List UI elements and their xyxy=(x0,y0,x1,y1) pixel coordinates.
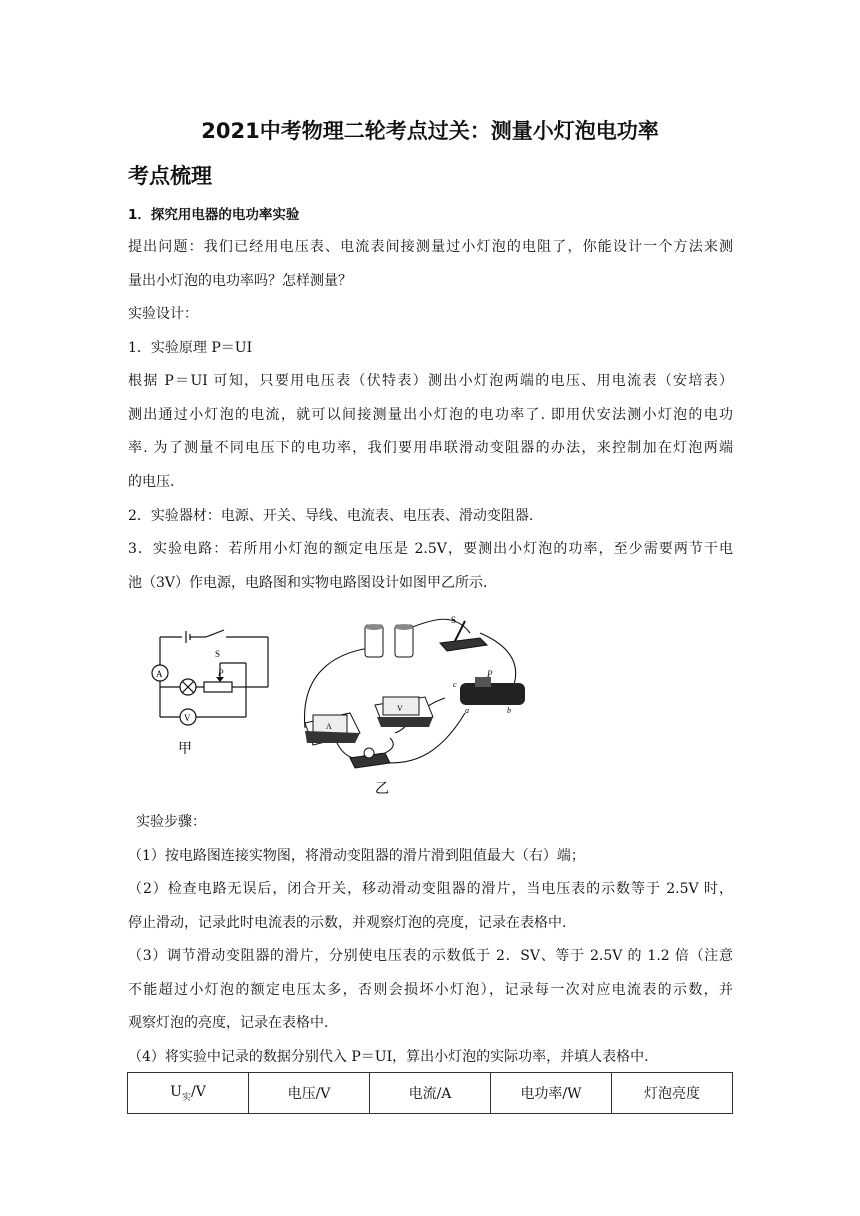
circuit-diagram-jia xyxy=(150,625,278,765)
table-header-cell: $U_实/V$ xyxy=(128,1073,249,1114)
paragraph-line: 2．实验器材：电源、开关、导线、电流表、电压表、滑动变阻器. xyxy=(128,508,534,524)
paragraph-line: 量出小灯泡的电功率吗？怎样测量？ xyxy=(128,273,352,289)
lamp-icon xyxy=(350,748,390,768)
label-a: A xyxy=(156,669,163,679)
paragraph-line: 观察灯泡的亮度，记录在表格中. xyxy=(128,1015,329,1031)
label-s: S xyxy=(215,649,221,659)
table-header-row xyxy=(128,1073,733,1114)
paragraph-line: 实验步骤： xyxy=(136,814,206,830)
table-header-cell: 电流/A xyxy=(370,1073,491,1114)
paragraph-line: 提出问题：我们已经用电压表、电流表间接测量过小灯泡的电阻了，你能设计一个方法来测 xyxy=(128,239,733,255)
figure-caption-jia: 甲 xyxy=(178,741,192,757)
label-a: A xyxy=(326,722,332,731)
table-header-cell: 电压/V xyxy=(249,1073,370,1114)
paragraph-line: 实验设计： xyxy=(128,306,198,322)
paragraph-line: 的电压. xyxy=(128,474,175,490)
label-a-end: a xyxy=(465,706,469,715)
battery-icon xyxy=(365,624,413,657)
paragraph-line: （4）将实验中记录的数据分别代入 P＝UI，算出小灯泡的实际功率，并填人表格中. xyxy=(128,1049,649,1065)
paragraph-line: （2）检查电路无误后，闭合开关，移动滑动变阻器的滑片，当电压表的示数等于 2.5V 时， xyxy=(128,881,733,897)
label-p: P xyxy=(487,669,493,679)
label-c: c xyxy=(453,680,457,689)
rheostat-icon xyxy=(453,669,525,715)
data-table xyxy=(127,1072,733,1114)
section-heading: 考点梳理 xyxy=(128,164,212,188)
table-header-cell: 电功率/W xyxy=(491,1073,612,1114)
paragraph-line: （3）调节滑动变阻器的滑片，分别使电压表的示数低于 2．SV、等于 2.5V 的 1.2 倍（注意 xyxy=(128,948,733,964)
ammeter-icon xyxy=(305,713,360,745)
paragraph-line: 率. 为了测量不同电压下的电功率，我们要用串联滑动变阻器的办法，来控制加在灯泡两端 xyxy=(128,440,733,456)
switch-icon xyxy=(206,630,224,637)
label-v: V xyxy=(397,704,403,713)
label-b: b xyxy=(507,706,511,715)
paragraph-line: 池（3V）作电源，电路图和实物电路图设计如图甲乙所示. xyxy=(128,575,488,591)
label-s: S xyxy=(451,615,457,625)
voltmeter-icon xyxy=(375,697,433,727)
paragraph-line: 1．实验原理 P＝UI xyxy=(128,340,253,356)
paragraph-line: 3．实验电路：若所用小灯泡的额定电压是 2.5V，要测出小灯泡的功率，至少需要两节干电 xyxy=(128,541,733,557)
rheostat-icon xyxy=(204,682,232,692)
table-header-cell: 灯泡亮度 xyxy=(612,1073,733,1114)
page-title: 2021中考物理二轮考点过关：测量小灯泡电功率 xyxy=(201,119,659,143)
paragraph-line: （1）按电路图连接实物图，将滑动变阻器的滑片滑到阻值最大（右）端； xyxy=(128,848,585,864)
paragraph-line: 停止滑动，记录此时电流表的示数，并观察灯泡的亮度，记录在表格中. xyxy=(128,915,567,931)
label-p: P xyxy=(218,668,224,678)
subheading: 1．探究用电器的电功率实验 xyxy=(128,207,300,223)
label-v: V xyxy=(184,713,191,723)
figure-caption-yi: 乙 xyxy=(375,781,389,797)
paragraph-line: 测出通过小灯泡的电流，就可以间接测量出小灯泡的电功率了. 即用伏安法测小灯泡的电功 xyxy=(128,407,733,423)
switch-icon xyxy=(440,615,487,651)
paragraph-line: 不能超过小灯泡的额定电压太多，否则会损坏小灯泡），记录每一次对应电流表的示数，并 xyxy=(128,982,733,998)
paragraph-line: 根据 P＝UI 可知，只要用电压表（伏特表）测出小灯泡两端的电压、用电流表（安培表） xyxy=(128,373,733,389)
physical-circuit-yi xyxy=(295,613,535,803)
